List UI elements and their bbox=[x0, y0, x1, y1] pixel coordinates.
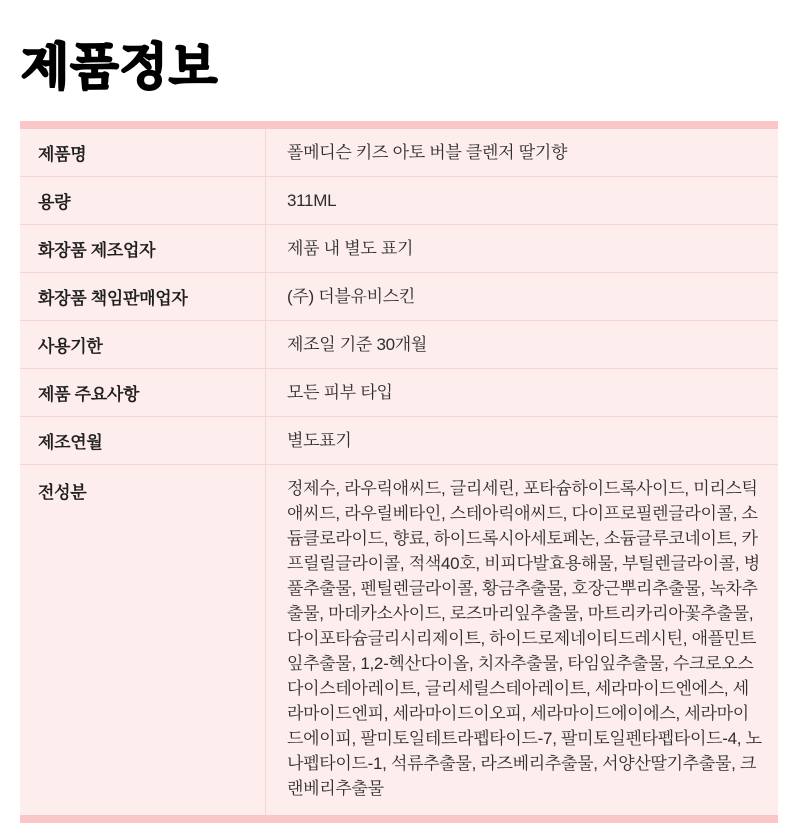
row-value: 311ML bbox=[265, 177, 778, 224]
table-row-ingredients bbox=[20, 465, 778, 815]
table-row-key-specs bbox=[20, 369, 778, 417]
row-label: 사용기한 bbox=[38, 337, 103, 356]
table-row-manufacturer bbox=[20, 225, 778, 273]
row-value: 정제수, 라우릭애씨드, 글리세린, 포타슘하이드록사이드, 미리스틱애씨드, 라우릴베타인, 스테아릭애씨드, 다이프로필렌글라이콜, 소듐클로라이드, 향료, 하이드록시아세토페논, 소듐글루코네이트, 카프릴릴글라이콜, 적색40호, 비피다발효용해물, 부틸렌글라이콜, 병풀추출물, 펜틸렌글라이콜, 황금추출물, 호장근뿌리추출물, 녹차추출물, 마데카소사이드, 로즈마리잎추출물, 마트리카리아꽃추출물, 다이포타슘글리시리제이트, 하이드로제네이티드레시틴, 애플민트잎추출물, 1,2-헥산다이올, 치자추출물, 타임잎추출물, 수크로오스다이스테아레이트, 글리세릴스테아레이트, 세라마이드엔에스, 세라마이드엔피, 세라마이드이오피, 세라마이드에이에스, 세라마이드에이피, 팔미토일테트라펩타이드-7, 팔미토일펜타펩타이드-4, 노나펩타이드-1, 석류추출물, 라즈베리추출물, 서양산딸기추출물, 크랜베리추출물 bbox=[265, 465, 778, 815]
table-row-volume bbox=[20, 177, 778, 225]
row-value: 제조일 기준 30개월 bbox=[265, 321, 778, 368]
row-label: 전성분 bbox=[38, 483, 87, 502]
row-label: 제조연월 bbox=[38, 433, 103, 452]
row-label: 화장품 제조업자 bbox=[38, 241, 156, 260]
table-row-seller bbox=[20, 273, 778, 321]
row-value: 별도표기 bbox=[265, 417, 778, 464]
table-row-expiration bbox=[20, 321, 778, 369]
row-label: 화장품 책임판매업자 bbox=[38, 289, 188, 308]
row-label: 용량 bbox=[38, 193, 71, 212]
row-label: 제품 주요사항 bbox=[38, 385, 140, 404]
row-value: 폴메디슨 키즈 아토 버블 클렌저 딸기향 bbox=[265, 129, 778, 176]
row-label: 제품명 bbox=[38, 145, 87, 164]
row-value: 제품 내 별도 표기 bbox=[265, 225, 778, 272]
table-row-manufacture-date bbox=[20, 417, 778, 465]
page-title: 제품정보 bbox=[21, 39, 219, 95]
table-row-product-name bbox=[20, 129, 778, 177]
product-info-table bbox=[20, 121, 778, 823]
row-value: (주) 더블유비스킨 bbox=[265, 273, 778, 320]
row-value: 모든 피부 타입 bbox=[265, 369, 778, 416]
